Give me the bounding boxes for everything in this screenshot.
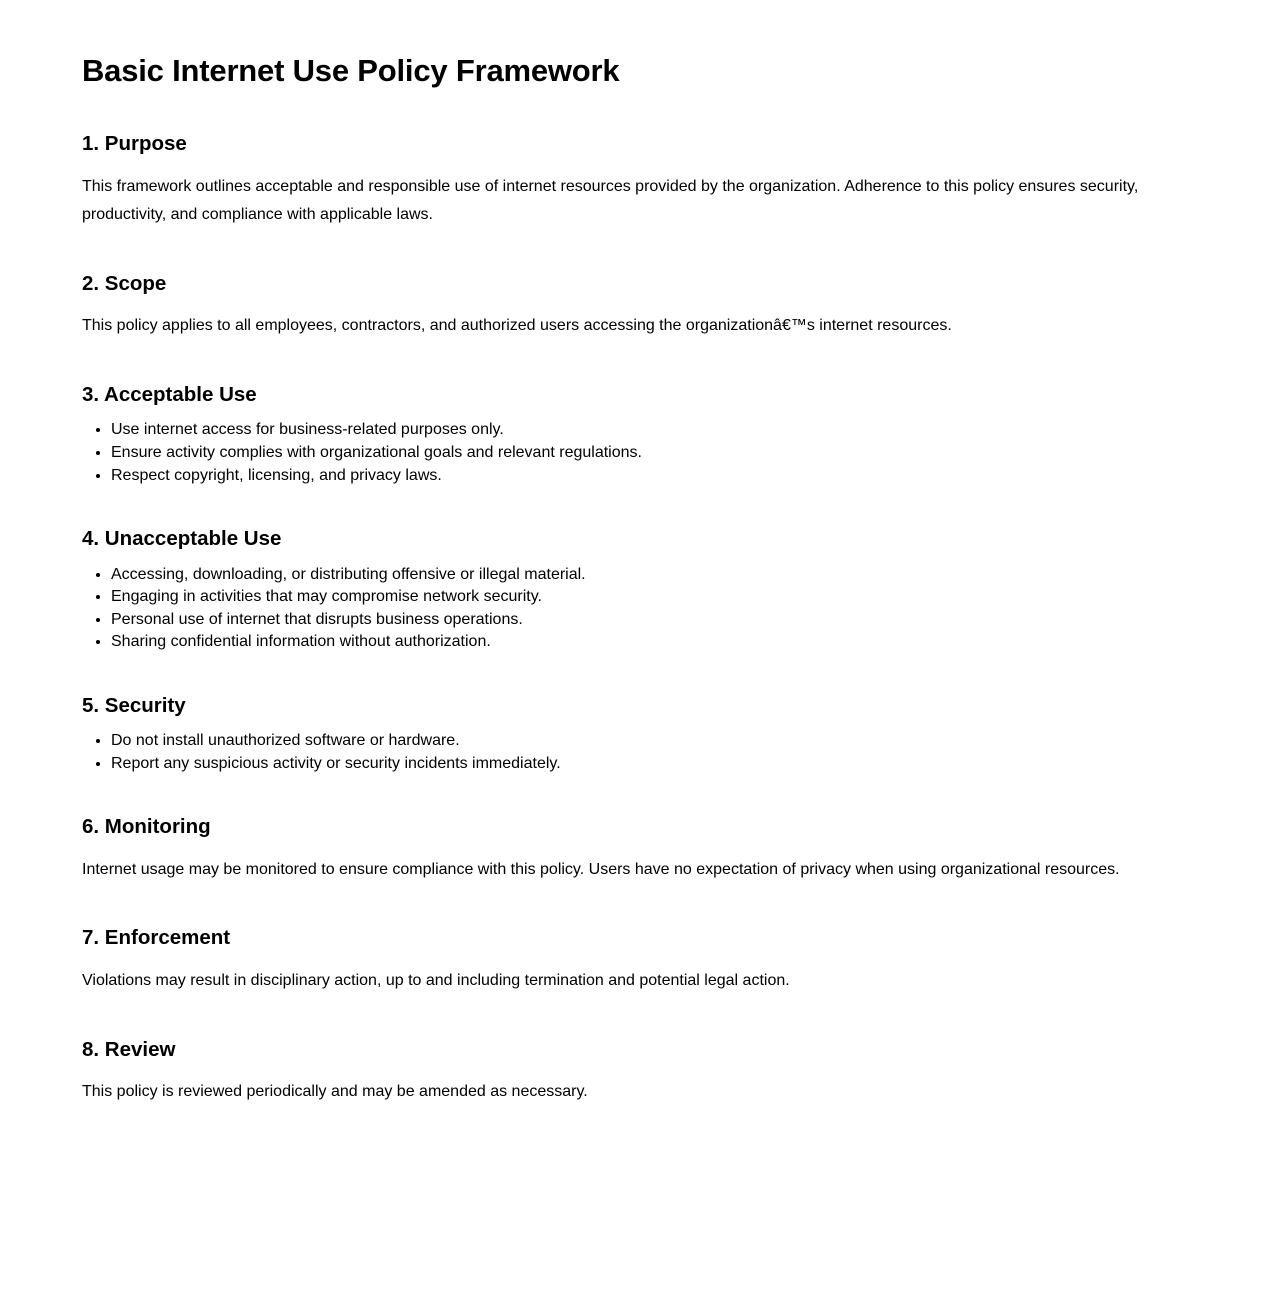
list-item: • Sharing confidential information without authorization. <box>111 632 1142 652</box>
policy-section <box>82 814 1142 884</box>
page-title: Basic Internet Use Policy Framework <box>82 53 620 88</box>
policy-section <box>82 1037 1142 1107</box>
list-item: • Report any suspicious activity or security incidents immediately. <box>111 754 1142 774</box>
section-heading: 1. Purpose <box>82 132 187 156</box>
section-heading: 4. Unacceptable Use <box>82 527 282 551</box>
policy-section <box>82 271 1142 341</box>
policy-section <box>82 925 1142 995</box>
section-paragraph: This policy applies to all employees, contractors, and authorized users accessing the organizationâ€™s internet resources. <box>82 317 952 335</box>
policy-section <box>82 526 1142 652</box>
section-heading: 2. Scope <box>82 271 167 295</box>
section-bullet-list <box>82 420 1142 485</box>
list-item: • Engaging in activities that may compromise network security. <box>111 587 1142 607</box>
section-heading: 3. Acceptable Use <box>82 382 257 406</box>
list-item: • Use internet access for business-related purposes only. <box>111 420 1142 440</box>
list-item: • Do not install unauthorized software or hardware. <box>111 731 1142 751</box>
section-heading: 6. Monitoring <box>82 815 211 839</box>
policy-section <box>82 131 1142 230</box>
policy-section <box>82 693 1142 774</box>
section-heading: 8. Review <box>82 1037 176 1061</box>
section-bullet-list <box>82 731 1142 773</box>
section-heading: 7. Enforcement <box>82 926 231 950</box>
list-item: • Respect copyright, licensing, and privacy laws. <box>111 466 1142 486</box>
list-item: • Ensure activity complies with organizational goals and relevant regulations. <box>111 443 1142 463</box>
section-paragraph: Violations may result in disciplinary action, up to and including termination and potential legal action. <box>82 972 790 990</box>
list-item: • Accessing, downloading, or distributing offensive or illegal material. <box>111 565 1142 585</box>
policy-section <box>82 382 1142 485</box>
section-bullet-list <box>82 565 1142 652</box>
section-heading: 5. Security <box>82 693 186 717</box>
section-paragraph: This framework outlines acceptable and responsible use of internet resources provided by the organization. Adherence to this policy ensures security, productivity, and compliance with applicable laws. <box>82 177 1139 224</box>
section-paragraph: This policy is reviewed periodically and may be amended as necessary. <box>82 1083 588 1101</box>
policy-sections <box>82 131 1142 1106</box>
list-item: • Personal use of internet that disrupts business operations. <box>111 610 1142 630</box>
section-paragraph: Internet usage may be monitored to ensure compliance with this policy. Users have no expectation of privacy when using organizational resources. <box>82 860 1120 878</box>
